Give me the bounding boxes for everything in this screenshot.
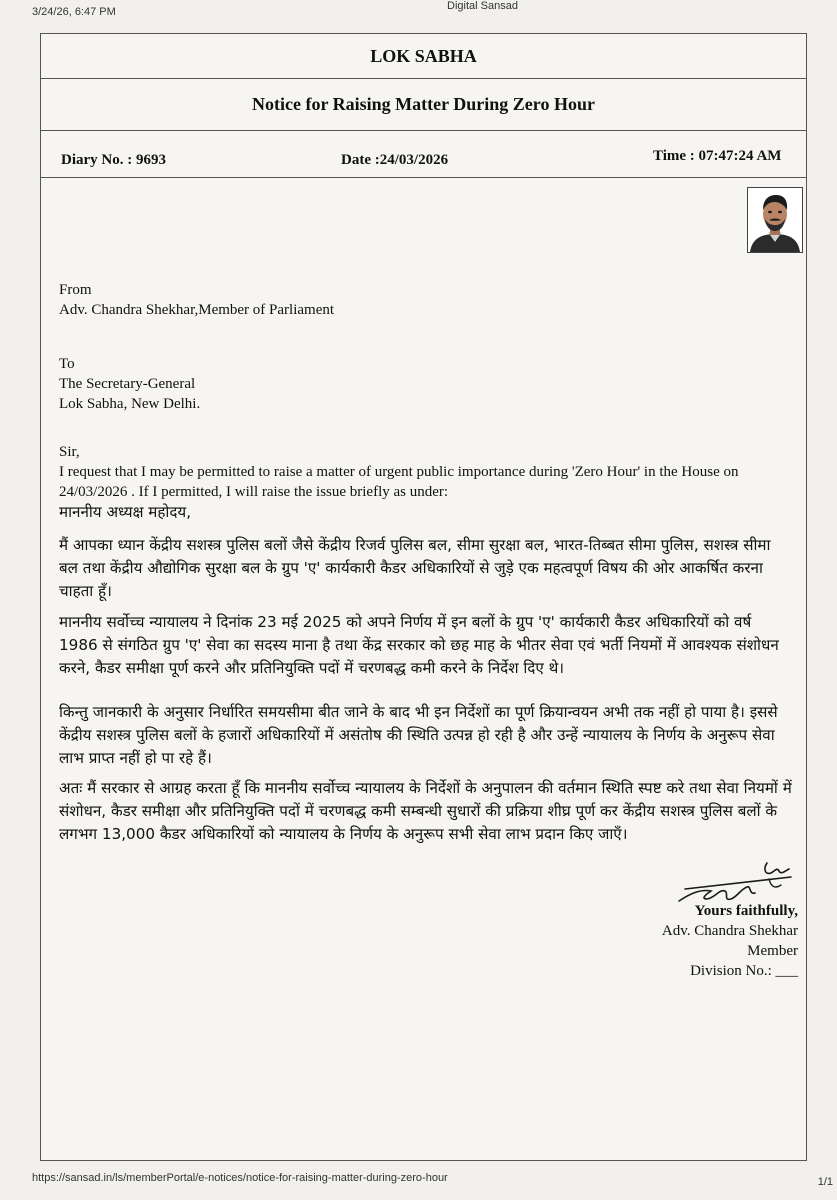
hindi-paragraph-3: किन्तु जानकारी के अनुसार निर्धारित समयसीमा बीत जाने के बाद भी इन निर्देशों का पूर्ण क्रियान्वयन अभी तक नहीं हो पाया है। इससे केंद्रीय सशस्त्र पुलिस बलों के हजारों अधिकारियों में असंतोष की स्थिति उत्पन्न हो रही है और उन्हें न्यायालय के निर्णय के अनुरूप सेवा लाभ प्राप्त नहीं हो पा रहे हैं। [59,703,778,767]
signatory-name: Adv. Chandra Shekhar [661,923,798,939]
hindi-greeting: माननीय अध्यक्ष महोदय, [59,503,192,521]
signature-block [662,901,798,981]
notice-sheet [40,33,807,1161]
member-photo [747,187,803,253]
salutation: Sir, [59,444,80,460]
request-section [59,442,799,502]
request-line-1: I request that I may be permitted to raise a matter of urgent public importance during 'Zero Hour' in the House on [59,464,739,480]
from-name: Adv. Chandra Shekhar,Member of Parliament [59,302,335,318]
house-title: LOK SABHA [41,34,806,79]
hindi-paragraph-4: अतः मैं सरकार से आग्रह करता हूँ कि माननीय सर्वोच्च न्यायालय के निर्देशों के अनुपालन की वर्तमान स्थिति स्पष्ट करे तथा सेवा नियमों में संशोधन, कैडर समीक्षा और प्रतिनियुक्ति पदों में चरणबद्ध कमी सम्बन्धी सुधारों की प्रक्रिया शीघ्र पूर्ण कर केंद्रीय सशस्त्र पुलिस बलों के लगभग 13,000 कैडर अधिकारियों को न्यायालय के निर्णय के अनुरूप सभी सेवा लाभ प्रदान किए जाएँ। [59,779,792,843]
meta-divider [41,177,806,178]
to-line-1: The Secretary-General [59,376,196,392]
print-footer-url: https://sansad.in/ls/memberPortal/e-notices/notice-for-raising-matter-during-zero-hour [32,1172,448,1184]
from-section [59,280,334,320]
print-page-number: 1/1 [817,1176,833,1188]
diary-number: Diary No. : 9693 [61,152,166,168]
print-datetime: 3/24/26, 6:47 PM [32,6,116,18]
notice-date: Date :24/03/2026 [341,152,449,168]
notice-title: Notice for Raising Matter During Zero Hour [41,78,806,131]
from-label: From [59,282,92,298]
to-line-2: Lok Sabha, New Delhi. [59,396,201,412]
hindi-paragraph-1: मैं आपका ध्यान केंद्रीय सशस्त्र पुलिस बलों जैसे केंद्रीय रिजर्व पुलिस बल, सीमा सुरक्षा बल, भारत-तिब्बत सीमा पुलिस, सशस्त्र सीमा बल तथा केंद्रीय औद्योगिक सुरक्षा बल के ग्रुप 'ए' कार्यकारी कैडर अधिकारियों से जुड़े एक महत्वपूर्ण विषय की ओर आकर्षित करना चाहता हूँ। [59,536,771,600]
request-line-2: 24/03/2026 . If I permitted, I will raise the issue briefly as under: [59,484,449,500]
print-site-title: Digital Sansad [447,0,518,12]
signatory-role: Member [747,943,798,959]
division-number: Division No.: ___ [690,963,798,979]
member-portrait-icon [748,188,802,252]
closing: Yours faithfully, [694,903,798,919]
hindi-paragraph-2: माननीय सर्वोच्च न्यायालय ने दिनांक 23 मई 2025 को अपने निर्णय में इन बलों के ग्रुप 'ए' कार्यकारी कैडर अधिकारियों को वर्ष 1986 से संगठित ग्रुप 'ए' सेवा का सदस्य माना है तथा केंद्र सरकार को छह माह के भीतर सेवा एवं भर्ती नियमों में आवश्यक संशोधन करने, कैडर समीक्षा पूर्ण करने और प्रतिनियुक्ति पदों में चरणबद्ध कमी करने के निर्देश दिए थे। [59,613,779,677]
notice-meta-row [41,146,806,176]
to-label: To [59,356,75,372]
to-section [59,354,200,414]
notice-time: Time : 07:47:24 AM [653,148,782,164]
